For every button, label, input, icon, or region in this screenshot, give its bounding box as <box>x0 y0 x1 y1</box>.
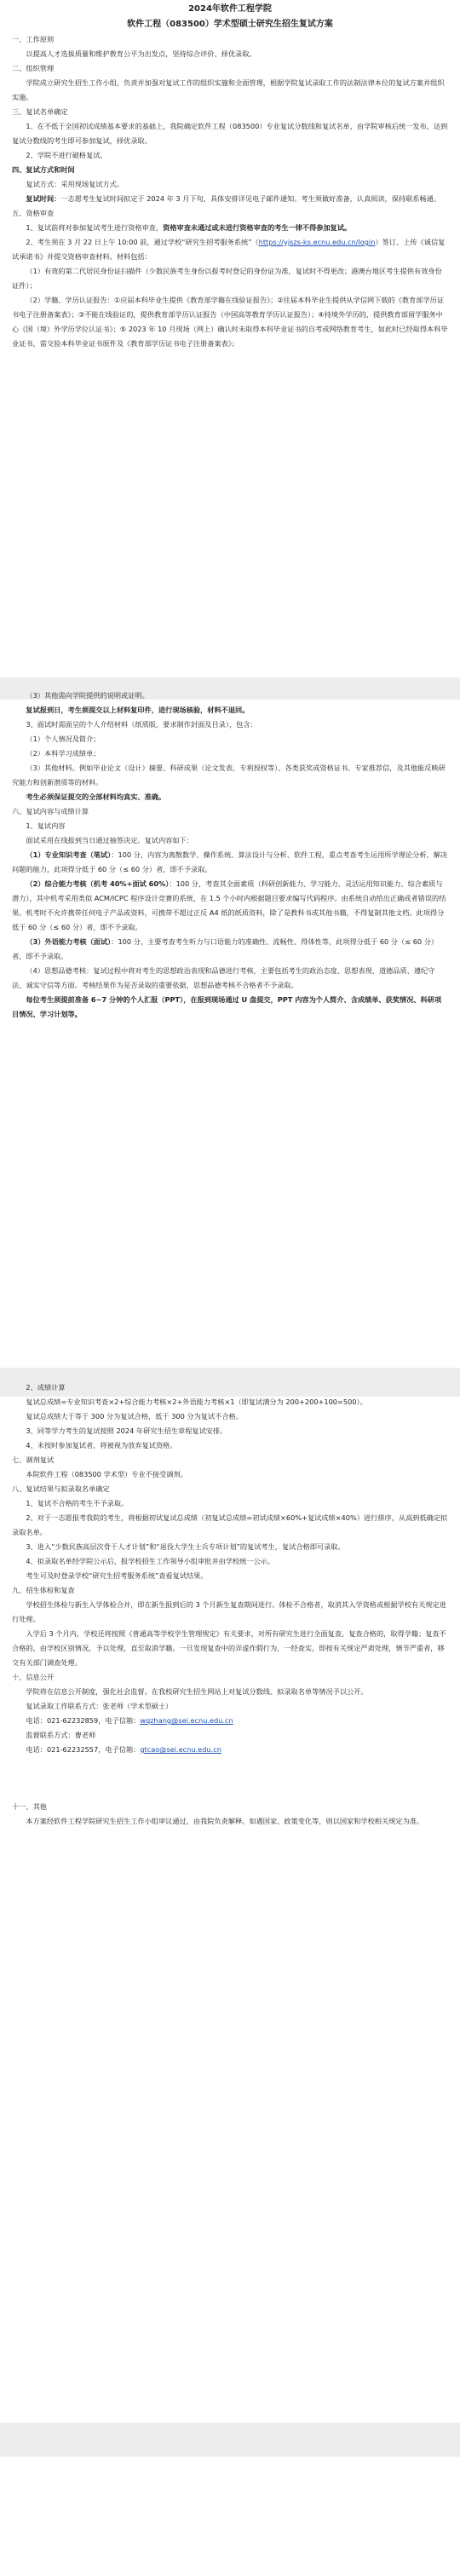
contact-line: 复试录取工作联系方式：张老师（学术型硕士） <box>26 1702 173 1710</box>
paragraph: 复试总成绩大于等于 300 分为复试合格，低于 300 分为复试不合格。 <box>26 1412 243 1421</box>
paragraph: 复试总成绩=专业知识考查×2+综合能力考核×2+外语能力考核×1（即复试满分为 200+200+100=500）。 <box>26 1397 367 1406</box>
bold-text: 资格审查未通过或未进行资格审查的考生一律不得参加复试。 <box>163 223 352 232</box>
list-item: （3）其他材料。例如毕业论文（设计）摘要、科研成果（论文发表、专利授权等）、各类获奖或资格证书、专家推荐信，及其他能反映研究能力和创新潜质等的材料。 <box>12 764 446 787</box>
section-heading: 五、资格审查 <box>12 209 55 217</box>
paragraph: 以提高人才选拔质量和维护教育公平为出发点，坚持综合评价、择优录取。 <box>26 49 256 58</box>
text: 一志愿考生复试时间拟定于 2024 年 3 月下旬，具体安排详见电子邮件通知。考生须做好准备，认真阅读，保持联系畅通。 <box>60 194 441 203</box>
system-link[interactable]: https://yjszs-ks.ecnu.edu.cn/login <box>258 238 376 246</box>
document-subtitle: 软件工程（083500）学术型硕士研究生招生复试方案 <box>127 20 333 29</box>
section-heading: 三、复试名单确定 <box>12 107 68 116</box>
paragraph <box>12 848 448 877</box>
paragraph: （1）有效的第二代居民身份证扫描件（少数民族考生身份以报考时登记的身份证为准，复试时不得更改；港澳台地区考生提供有效身份证件）； <box>12 267 442 290</box>
list-item: （2）本科学习成绩单； <box>26 749 101 758</box>
paragraph: 2、学院不进行破格复试。 <box>26 151 107 159</box>
email-link[interactable]: wqzhang@sei.ecnu.edu.cn <box>140 1716 233 1725</box>
contact-line: 监督联系方式：曹老师 <box>26 1731 96 1739</box>
paragraph: 学院将在信息公开制度，强化社会监督。在我校研究生招生网站上对复试分数线、拟录取名单等情况予以公开。 <box>26 1687 368 1696</box>
text: ：100 分，主要考查考生听力与口语能力的准确性、流畅性、得体性等，此项得分低于 60 分（≤ 60 分）者，即不予录取。 <box>12 937 439 960</box>
paragraph: 3、面试时需面呈的个人介绍材料（纸质版，要求制作封面及目录），包含： <box>26 720 257 729</box>
paragraph: 4、拟录取名单经学院公示后，报学校招生工作领导小组审批并由学校统一公示。 <box>26 1557 275 1565</box>
paragraph: （4）思想品德考核：复试过程中将对考生的思想政治表现和品德进行考核，主要包括考生的政治态度、思想表现、道德品质、遵纪守法、诚实守信等方面。考核结果作为是否录取的重要依据，思想品德考核不合格者不予录取。 <box>12 966 435 989</box>
paragraph: 2、对于一志愿报考我院的考生，将根据初试复试总成绩（初复试总成绩=初试成绩×60%+复试成绩×40%）进行排序，从高到低确定拟录取名单。 <box>12 1513 448 1536</box>
paragraph: 3、进入“少数民族高层次骨干人才计划”和“退役大学生士兵专项计划”的复试考生，复试合格即可录取。 <box>26 1542 345 1551</box>
paragraph <box>12 221 448 235</box>
paragraph <box>12 935 448 964</box>
text: ：100 分，内容为离散数学、操作系统、算法设计与分析、软件工程，重点考查考生运用所学理论分析、解决问题的能力，此项得分低于 60 分（≤ 60 分）者，即不予录取。 <box>12 850 448 873</box>
paragraph: 考生可及时登录学校“研究生招考服务系统”查看复试结果。 <box>26 1571 208 1580</box>
paragraph: 考生必须保证提交的全部材料均真实、准确。 <box>26 792 166 801</box>
document-page-3 <box>0 1380 460 2576</box>
paragraph <box>12 877 448 935</box>
section-heading: 八、复试结果与拟录取名单确定 <box>12 1484 110 1493</box>
bold-label: 复试时间： <box>26 194 61 203</box>
section-heading: 十、信息公开 <box>12 1673 55 1681</box>
contact-line <box>12 1743 448 1757</box>
paragraph: 4、未按时参加复试者，将被视为放弃复试资格。 <box>26 1441 177 1449</box>
bold-label: （2）综合能力考核（机考 40%+面试 60%） <box>26 879 170 888</box>
document-page-1 <box>0 0 460 682</box>
paragraph: 本院软件工程（083500 学术型）专业不接受调剂。 <box>26 1470 187 1478</box>
sub-heading: 1、复试内容 <box>26 821 66 830</box>
text: 电话：021-62232859，电子信箱： <box>26 1716 141 1725</box>
text: ）签订、上传《诚信复试承诺书》并提交资格审查材料。材料包括： <box>12 238 446 261</box>
paragraph: 学校招生体检与新生入学体检合并，即在新生报到后的 3 个月新生复查期间进行。体检不合格者，取消其入学资格或根据学校有关规定进行处理。 <box>12 1600 446 1623</box>
section-heading: 四、复试方式和时间 <box>12 165 75 174</box>
text: ：100 分，考查其全面素质（科研创新能力、学习能力、灵活运用知识能力、综合素质与潜力），其中机考采用类似 ACM/ICPC 程序设计竞赛的系统，在 1.5 个小时内根据题目要求编写代码程序。由系统自动给出正确或者错误的结果。机考时不允许携带任何电子产品或资料，可携带不超过正反 A4 纸的纸质资料，除了是教科书或其他书籍，不得复制其他文档。此项得分低于 60 分（≤ 60 分）者，即不予录取。 <box>12 879 446 931</box>
paragraph <box>12 235 448 264</box>
paragraph: （2）学籍、学历认证报告：①应届本科毕业生提供《教育部学籍在线验证报告》；②往届本科毕业生提供从学信网下载的《教育部学历证书电子注册备案表》；③不能在线验证的，提供教育部学历认证报告（中国高等教育学历认证报告）；④持境外学历的，提供教育部留学服务中心《国（境）外学历学位认证书》；⑤ 2023 年 10 月现场（网上）确认时未取得本科毕业证书的自考或网络教育考生，如此时已经取得本科毕业证书，需交验本科毕业证书原件及《教育部学历证书电子注册备案表》； <box>12 296 448 348</box>
text: 2、考生须在 3 月 22 日上午 10:00 前， <box>26 238 154 246</box>
sub-heading: 2、成绩计算 <box>26 1383 66 1392</box>
paragraph: 面试采用在线报到当日通过抽签决定。复试内容如下： <box>26 836 193 844</box>
list-item: （1）个人情况及简介； <box>26 735 101 743</box>
section-heading: 七、调剂复试 <box>12 1455 55 1464</box>
section-heading: 一、工作原则 <box>12 35 55 43</box>
paragraph: 3、同等学力考生的复试按照 2024 年研究生招生章程复试安排。 <box>26 1426 227 1435</box>
paragraph: 本方案经软件工程学院研究生招生工作小组审议通过，由我院负责解释。如遇国家、政策变化等，则以国家和学校相关规定为准。 <box>26 1817 424 1825</box>
paragraph: 1、在不低于全国初试成绩基本要求的基础上，我院确定软件工程（083500）专业复试分数线和复试名单，由学院审核后统一发布，达到复试分数线的考生即可参加复试，择优录取。 <box>12 122 448 145</box>
spacer <box>12 1757 448 1800</box>
paragraph: 复试报到日，考生须提交以上材料复印件，进行现场核验，材料不退回。 <box>26 706 250 714</box>
text: 电话：021-62232557，电子信箱： <box>26 1745 141 1754</box>
section-heading: 九、招生体检和复查 <box>12 1586 75 1594</box>
paragraph <box>12 192 448 206</box>
section-heading: 十一、其他 <box>12 1802 47 1811</box>
document-title: 2024年软件工程学院 <box>188 4 272 14</box>
text: 通过学校“研究生招考服务系统”（ <box>153 238 259 246</box>
email-link[interactable]: gtcao@sei.ecnu.edu.cn <box>140 1745 221 1754</box>
text: 1、复试前将对参加复试考生进行资格审查， <box>26 223 164 232</box>
contact-line <box>12 1714 448 1728</box>
paragraph: 1、复试不合格的考生不予录取。 <box>26 1499 129 1507</box>
paragraph: （3）其他需向学院提供的说明或证明。 <box>26 691 149 700</box>
section-heading: 六、复试内容与成绩计算 <box>12 807 89 815</box>
paragraph: 复试方式：采用现场复试方式。 <box>26 180 124 188</box>
bold-label: （3）外语能力考核（面试） <box>26 937 112 946</box>
paragraph: 学院成立研究生招生工作小组，负责并加强对复试工作的组织实施和全面管理，根据学院复试录取工作的法制法律本位的复试方案并组织实施。 <box>12 78 445 101</box>
bold-label: （1）专业知识考查（笔试） <box>26 850 112 859</box>
section-heading: 二、组织管理 <box>12 64 55 72</box>
document-page-2 <box>0 689 460 1387</box>
paragraph: 每位考生须提前准备 6~7 分钟的个人汇报（PPT），在报到现场通过 U 盘提交，PPT 内容为个人简介、含成绩单、获奖情况、科研项目情况、学习计划等。 <box>12 995 442 1018</box>
paragraph: 入学后 3 个月内，学校还将按照《普通高等学校学生管理规定》有关要求，对所有研究生进行全面复查。复查合格的，取得学籍；复查不合格的，由学校区别情况，予以处理，直至取消学籍。一旦发现复查中的弄虚作假行为，一经查实，即按有关规定严肃处理，情节严重者，移交有关部门调查处理。 <box>12 1629 446 1667</box>
